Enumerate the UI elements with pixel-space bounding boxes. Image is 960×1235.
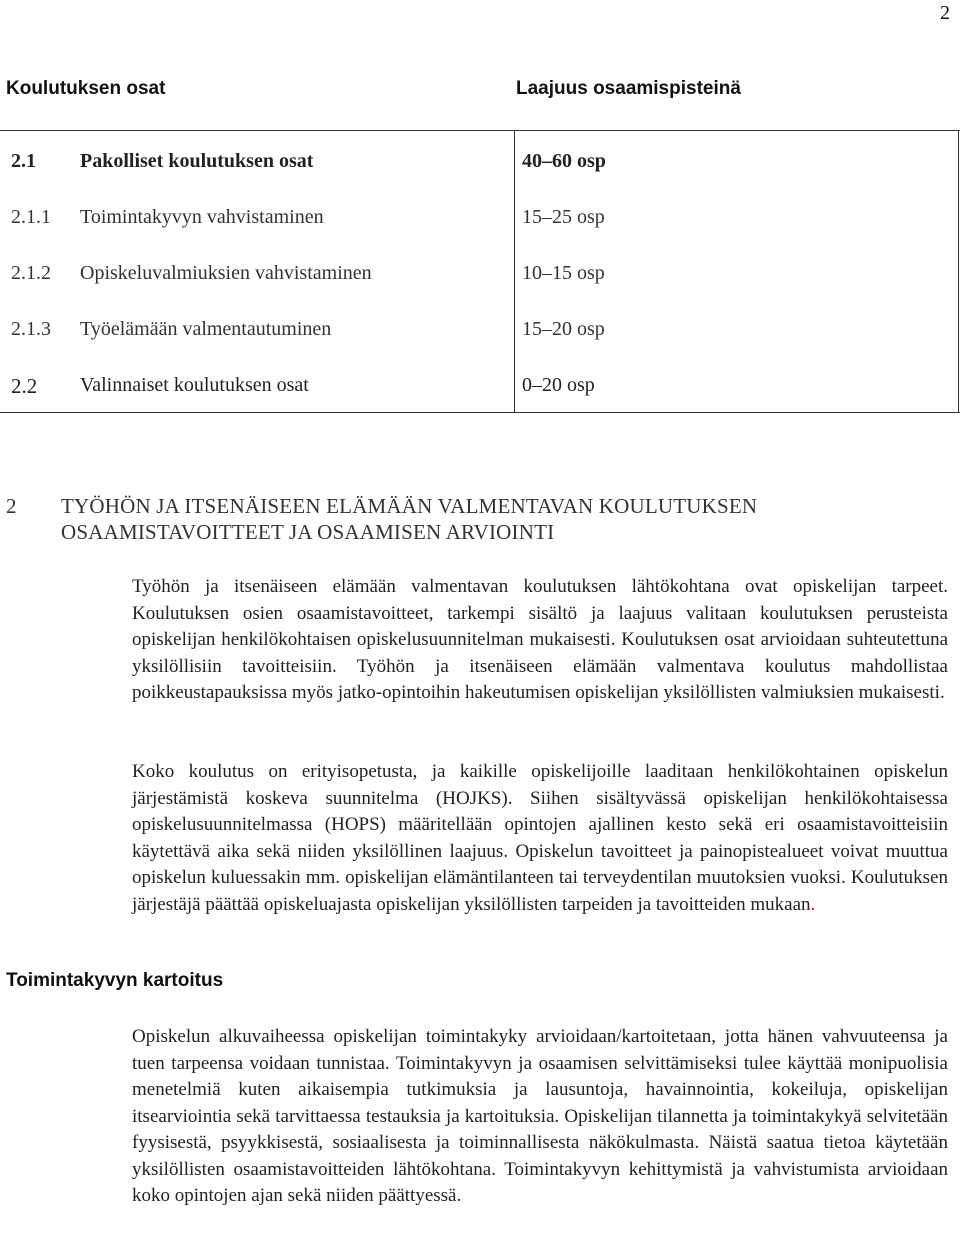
row-extent: 40–60 osp [522, 150, 606, 172]
header-course-parts: Koulutuksen osat [6, 78, 166, 99]
row-name: Valinnaiset koulutuksen osat [80, 374, 309, 396]
section-number: 2 [6, 494, 17, 518]
row-number: 2.1.3 [11, 318, 51, 340]
table-row [0, 301, 960, 357]
table-row [0, 189, 960, 245]
course-table-header [0, 76, 960, 106]
table-row [0, 357, 960, 413]
row-extent: 10–15 osp [522, 262, 605, 284]
row-extent: 0–20 osp [522, 374, 595, 396]
table-row [0, 245, 960, 301]
paragraph-intro: Työhön ja itsenäiseen elämään valmentavan koulutuksen lähtökohtana ovat opiskelijan tarpeet. Koulutuksen osien osaamistavoitteet, tarkempi sisältö ja laajuus valitaan koulutuksen perusteista opiskelijan henkilökohtaisen opiskelusuunnitelman mukaisesti. Koulutuksen osat arvioidaan suhteutettuna yksilöllisiin tavoitteisiin. Työhön ja itsenäiseen elämään valmentava koulutus mahdollistaa poikkeustapauksissa myös jatko-opintoihin hakeutumisen opiskelijan yksilöllisten valmiuksien mukaisesti. [132, 576, 948, 703]
row-name: Pakolliset koulutuksen osat [80, 150, 314, 172]
paragraph-hojks-end: . [810, 893, 816, 915]
header-extent: Laajuus osaamispisteinä [516, 78, 741, 99]
table-row [0, 133, 960, 189]
paragraph-hojks [132, 759, 948, 918]
row-number: 2.1.2 [11, 262, 51, 284]
section-title: TYÖHÖN JA ITSENÄISEEN ELÄMÄÄN VALMENTAVAN KOULUTUKSEN OSAAMISTAVOITTEET JA OSAAMISEN ARVIOINTI [61, 494, 758, 544]
paragraph-functional-capacity: Opiskelun alkuvaiheessa opiskelijan toimintakyky arvioidaan/kartoitetaan, jotta hänen vahvuuteensa ja tuen tarpeensa voidaan tunnistaa. Toimintakyvyn ja osaamisen selvittämiseksi tulee käyttää monipuolisia menetelmiä kuten aikaisempia tutkimuksia ja lausuntoja, havainnointia, kokeiluja, opiskelijan itsearviointia sekä tarvittaessa testauksia ja kartoituksia. Opiskelijan tilannetta ja toimintakykyä selvitetään fyysisestä, psyykkisestä, sosiaalisesta ja toiminnallisesta näkökulmasta. Näistä saatua tietoa käytetään yksilöllisten osaamistavoitteiden lähtökohtana. Toimintakyvyn kehittymistä ja vahvistumista arvioidaan koko opintojen ajan sekä niiden päättyessä. [132, 1026, 948, 1206]
subheading-functional-capacity: Toimintakyvyn kartoitus [6, 970, 224, 991]
row-extent: 15–20 osp [522, 318, 605, 340]
paragraph-hojks-text: Koko koulutus on erityisopetusta, ja kaikille opiskelijoille laaditaan henkilökohtainen opiskelun järjestämistä koskeva suunnitelma (HOJKS). Siihen sisältyvässä opiskelijan henkilökohtaisessa opiskelusuunnitelmassa (HOPS) määritellään opintojen ajallinen kesto sekä eri osaamistavoitteisiin käytettävä aika sekä niiden yksilöllinen laajuus. Opiskelun tavoitteet ja painopistealueet voivat muuttua opiskelun kuluessakin mm. opiskelijan elämäntilanteen tai terveydentilan muutoksien vuoksi. Koulutuksen järjestäjä päättää opiskeluajasta opiskelijan yksilöllisten tarpeiden ja tavoitteiden mukaan [132, 761, 948, 915]
row-name: Toimintakyvyn vahvistaminen [80, 206, 324, 228]
page-number: 2 [940, 2, 950, 24]
course-table [0, 130, 960, 413]
row-number: 2.1.1 [11, 206, 51, 228]
row-name: Työelämään valmentautuminen [80, 318, 332, 340]
row-extent: 15–25 osp [522, 206, 605, 228]
row-name: Opiskeluvalmiuksien vahvistaminen [80, 262, 372, 284]
row-number: 2.2 [11, 374, 38, 398]
row-number: 2.1 [11, 150, 36, 172]
